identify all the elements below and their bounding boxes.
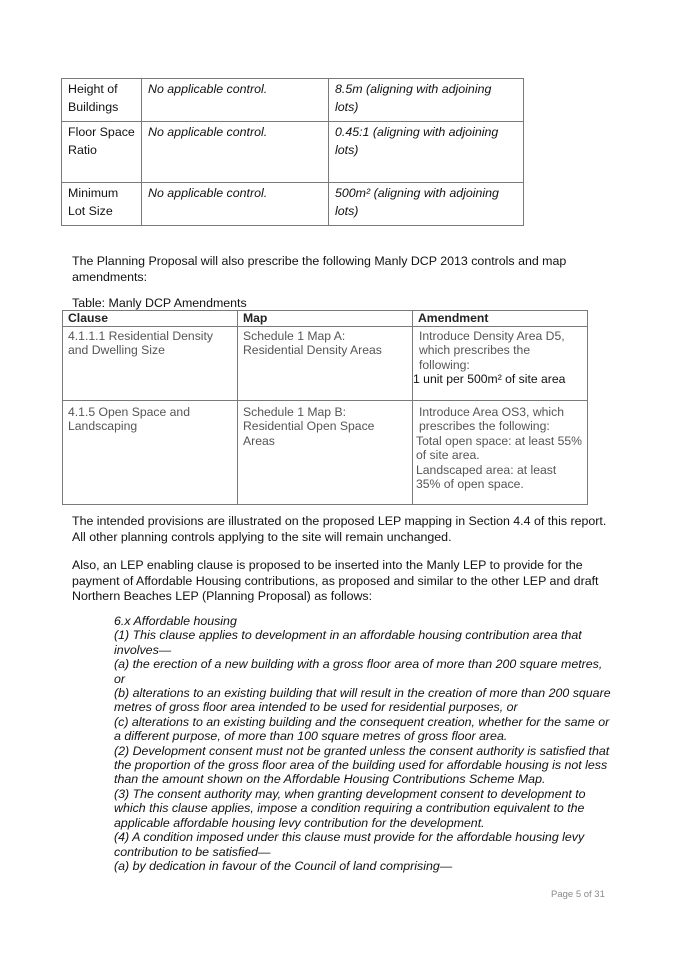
- column-header-clause: Clause: [63, 311, 238, 327]
- lep-controls-table: [61, 78, 524, 226]
- dcp-amendments-table: [62, 310, 588, 505]
- table-row: [62, 122, 524, 183]
- clause-title: 6.x Affordable housing: [114, 614, 237, 628]
- column-header-amendment: Amendment: [413, 311, 588, 327]
- map-cell: Schedule 1 Map A: Residential Density Areas: [238, 326, 413, 400]
- current-control: No applicable control.: [142, 122, 329, 183]
- table-row: [63, 400, 588, 504]
- provisions-paragraph: The intended provisions are illustrated on the proposed LEP mapping in Section 4.4 of this report. All other planning controls applying to the site will remain unchanged.: [72, 514, 607, 544]
- amendment-cell: [413, 400, 588, 504]
- amendment-intro: Introduce Density Area D5, which prescribes the following:: [419, 328, 565, 372]
- control-name: Height of Buildings: [62, 79, 142, 122]
- intro-paragraph: The Planning Proposal will also prescribe the following Manly DCP 2013 controls and map amendments:: [72, 254, 567, 284]
- table-header-row: [63, 311, 588, 327]
- clause-line: (b) alterations to an existing building that will result in the creation of more than 200 square metres of gross floor area intended to be used for residential purposes, or: [114, 686, 611, 715]
- column-header-map: Map: [238, 311, 413, 327]
- amendment-item: Total open space: at least 55% of site area.: [416, 433, 582, 462]
- clause-line: (2) Development consent must not be granted unless the consent authority is satisfied that the proportion of the gross floor area of the building used for affordable housing is not less than the amount shown on the Affordable Housing Contributions Scheme Map.: [114, 743, 610, 787]
- page-number: Page 5 of 31: [551, 889, 605, 900]
- table-row: [62, 79, 524, 122]
- clause-line: (1) This clause applies to development in an affordable housing contribution area that involves—: [114, 628, 582, 657]
- affordable-housing-clause: [114, 614, 614, 873]
- amendment-cell: [413, 326, 588, 400]
- clause-cell: 4.1.5 Open Space and Landscaping: [63, 400, 238, 504]
- clause-line: (4) A condition imposed under this clause must provide for the affordable housing levy contribution to be satisfied—: [114, 830, 585, 859]
- proposed-control: 0.45:1 (aligning with adjoining lots): [329, 122, 524, 183]
- current-control: No applicable control.: [142, 79, 329, 122]
- map-cell: Schedule 1 Map B: Residential Open Space Areas: [238, 400, 413, 504]
- clause-cell: 4.1.1.1 Residential Density and Dwelling Size: [63, 326, 238, 400]
- proposed-control: 8.5m (aligning with adjoining lots): [329, 79, 524, 122]
- amendment-item: 1 unit per 500m² of site area: [413, 372, 566, 386]
- table-row: [62, 183, 524, 226]
- clause-line: (a) by dedication in favour of the Council of land comprising—: [114, 858, 453, 873]
- proposed-control: 500m² (aligning with adjoining lots): [329, 183, 524, 226]
- amendment-item: Landscaped area: at least 35% of open space.: [416, 462, 557, 491]
- control-name: Minimum Lot Size: [62, 183, 142, 226]
- enabling-clause-paragraph: Also, an LEP enabling clause is proposed to be inserted into the Manly LEP to provide for the payment of Affordable Housing contributions, as proposed and similar to the other LEP and draft Northern Beaches LEP (Planning Proposal) as follows:: [72, 558, 599, 603]
- clause-line: (3) The consent authority may, when granting development consent to development to which this clause applies, impose a condition requiring a contribution equivalent to the applicable affordable housing levy contribution for the development.: [114, 786, 586, 830]
- clause-line: (a) the erection of a new building with a gross floor area of more than 200 square metres, or: [114, 657, 603, 686]
- clause-line: (c) alterations to an existing building and the consequent creation, whether for the same or a different purpose, of more than 100 square metres of gross floor area.: [114, 714, 610, 744]
- current-control: No applicable control.: [142, 183, 329, 226]
- control-name: Floor Space Ratio: [62, 122, 142, 183]
- table-caption: Table: Manly DCP Amendments: [72, 296, 247, 310]
- amendment-intro: Introduce Area OS3, which prescribes the following:: [419, 404, 564, 433]
- table-row: [63, 326, 588, 400]
